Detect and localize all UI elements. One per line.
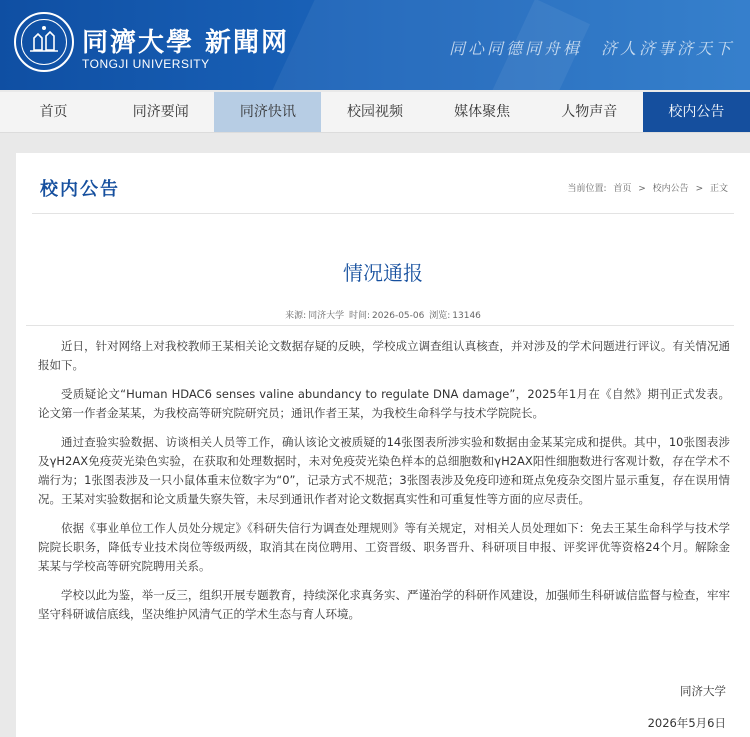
- article-signature: 同济大学: [680, 684, 726, 698]
- site-header: [0, 0, 750, 90]
- article-date: 2026年5月6日: [647, 716, 726, 730]
- article-paragraph: 近日，针对网络上对我校教师王某相关论文数据存疑的反映，学校成立调查组认真核查，并对涉及的学术问题进行评议。有关情况通报如下。: [38, 339, 730, 372]
- meta-time: 2026-05-06: [372, 311, 425, 321]
- article-paragraph: 通过查验实验数据、访谈相关人员等工作，确认该论文被质疑的14张图表所涉实验和数据由金某某完成和提供。其中，10张图表涉及γH2AX免疫荧光染色实验，在获取和处理数据时，未对免疫荧光染色样本的总细胞数和γH2AX阳性细胞数进行客观计数，存在学术不端行为；1张图表涉及一只小鼠体重末位数字为“0”，记录方式不规范；3张图表涉及免疫印迹和斑点免疫杂交图片显示重复，存在误用情况。王某对实验数据和论文质量失察失管，未尽到通讯作者对论文数据真实性和可重复性等方面的应尽责任。: [38, 435, 730, 506]
- breadcrumb-separator: >: [695, 184, 704, 194]
- article-title: 情况通报: [343, 261, 423, 285]
- breadcrumb-link-home[interactable]: 首页: [613, 184, 632, 194]
- article-paragraph: 依据《事业单位工作人员处分规定》《科研失信行为调查处理规则》等有关规定，对相关人员处理如下：免去王某生命科学与技术学院院长职务，降低专业技术岗位等级两级，取消其在岗位聘用、工资晋级、职务晋升、科研项目申报、评奖评优等资格24个月。解除金某某与学校高等研究院聘用关系。: [38, 521, 730, 573]
- article-paragraph: 受质疑论文“Human HDAC6 senses valine abundancy to regulate DNA damage”，2025年1月在《自然》期刊正式发表。论文第一作者金某某，为我校高等研究院研究员；通讯作者王某，为我校生命科学与技术学院院长。: [38, 387, 730, 420]
- article-meta: [16, 308, 750, 321]
- meta-source-label: 来源:: [285, 311, 307, 321]
- nav-item-tongji-news[interactable]: 同济要闻: [132, 104, 189, 120]
- main-nav: [0, 92, 750, 133]
- meta-views-label: 浏览:: [429, 311, 451, 321]
- meta-views: 13146: [452, 311, 481, 321]
- article-paragraph: 学校以此为鉴，举一反三，组织开展专题教育，持续深化求真务实、严谨治学的科研作风建设，加强师生科研诚信监督与检查，牢牢坚守科研诚信底线，坚决维护风清气正的学术生态与育人环境。: [38, 588, 730, 621]
- breadcrumb-link-notices[interactable]: 校内公告: [652, 184, 689, 194]
- nav-item-campus-notices[interactable]: 校内公告: [643, 92, 750, 132]
- nav-item-campus-video[interactable]: 校园视频: [346, 104, 403, 120]
- site-brand-subtitle: TONGJI UNIVERSITY: [82, 57, 210, 71]
- meta-time-label: 时间:: [349, 311, 371, 321]
- meta-divider: [26, 325, 734, 326]
- breadcrumb-separator: >: [638, 184, 646, 194]
- nav-item-media-focus[interactable]: 媒体聚焦: [454, 104, 511, 120]
- nav-item-people-voices[interactable]: 人物声音: [561, 104, 618, 120]
- site-brand-title[interactable]: 同濟大學 新聞网: [82, 28, 290, 58]
- content-panel: [16, 153, 750, 737]
- nav-item-tongji-express[interactable]: 同济快讯: [214, 92, 321, 132]
- site-slogan: 同心同德同舟楫 济人济事济天下: [448, 39, 734, 58]
- section-title: 校内公告: [40, 179, 120, 200]
- tongji-seal-icon[interactable]: [14, 12, 74, 72]
- meta-source: 同济大学: [308, 311, 345, 321]
- breadcrumb-prefix: 当前位置:: [567, 184, 607, 194]
- nav-item-home[interactable]: 首页: [39, 104, 68, 120]
- breadcrumb-current: 正文: [709, 184, 728, 194]
- breadcrumb: [565, 181, 730, 194]
- section-divider: [32, 213, 734, 214]
- article-body: [38, 337, 730, 634]
